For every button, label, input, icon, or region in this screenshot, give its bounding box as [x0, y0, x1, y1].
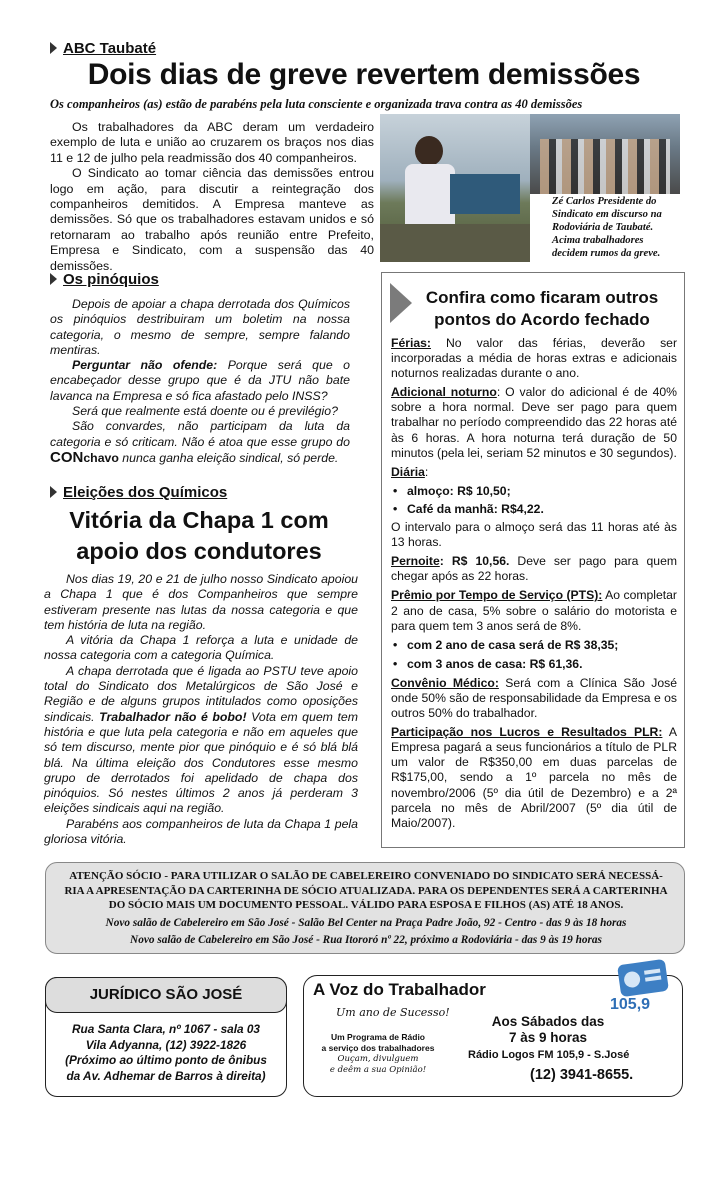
abc-paragraph-2: O Sindicato ao tomar ciência das demissões entrou logo em ação, para discutir a reintegração dos companheiros demitidos. A Empresa manteve as demissões. Só que os trabalhadores estavam unidos e só retornaram ao trabalho após reunião entre Prefeito, Empresa e Sindicato, com a suspensão das 40 demissões. — [50, 166, 374, 273]
plr-item: Participação nos Lucros e Resultados PLR: A Empresa pagará a seus funcionários a título de PLR um valor de R$350,00 em duas parcelas de R$175,00, sendo a 1º parcela no mês de novembro/2006 (5º dia útil de Dezembro) e a 2ª parcela no mês de Abril/2007 (5º dia útil de Maio/2007). — [391, 725, 678, 830]
pinoquios-body — [50, 297, 350, 466]
diaria-item: Diária: — [391, 464, 429, 479]
acordo-body — [391, 336, 677, 831]
radio-icon — [617, 959, 669, 997]
speech-photo — [380, 114, 530, 262]
quimicos-kicker: Eleições dos Químicos — [50, 484, 227, 502]
quimicos-paragraph-2: A vitória da Chapa 1 reforça a luta e unidade de nossa categoria com a categoria Química. — [44, 633, 358, 663]
salao-info: Novo salão de Cabelereiro em São José - Salão Bel Center na Praça Padre João, 92 - Centro - das 9 às 18 horas Novo salão de Cabelereiro em São José - Rua Itororó nº 22, próximo a Rodoviária - das 9 às 19 horas — [105, 917, 627, 946]
radio-slogan: Um ano de Sucesso! — [336, 1006, 450, 1019]
quimicos-paragraph-4: Parabéns aos companheiros de luta da Chapa 1 pela gloriosa vitória. — [44, 816, 358, 847]
abc-paragraph-1: Os trabalhadores da ABC deram um verdadeiro exemplo de luta e união ao cruzarem os braços nos dias 11 e 12 de julho pela readmissão dos 40 companheiros. — [50, 120, 374, 165]
noturno-item: Adicional noturno: O valor do adicional é de 40% sobre a hora normal. Deve ser pago para quem trabalhar no período compreendido das 22 horas até às 6 horas. A hora noturna terá duração de 50 minutos (pela lei, seriam 52 minutos e 30 segundos). — [391, 385, 677, 460]
abc-kicker: ABC Taubaté — [50, 40, 156, 58]
juridico-box — [45, 977, 287, 1097]
abc-headline: Dois dias de greve revertem demissões — [87, 58, 641, 91]
radio-schedule: Aos Sábados das 7 às 9 horas — [491, 1014, 605, 1045]
acordo-box — [381, 272, 685, 848]
quimicos-headline: Vitória da Chapa 1 com apoio dos condutores — [69, 507, 329, 564]
quimicos-paragraph-3: A chapa derrotada que é ligada ao PSTU teve apoio total do Sindicato dos Metalúrgicos de São José e Região e de alguns grupos intitulados como oposições sindicais. Trabalhador não é bobo! Vota em quem tem história e que luta pela categoria e não em aqueles que só tem discurso, mente pior que pinóquio e é só blá blá blá. Na última eleição dos Condutores esse mesmo grupo de derrotados foi apelidado de chapa dos pinóquios. Só nestes últimos 2 anos já perderam 3 eleições sindicais aqui na região. — [44, 663, 358, 816]
ferias-item: Férias: No valor das férias, deverão ser incorporadas a média de horas extras e adicionais noturnos realizadas durante o ano. — [391, 336, 677, 381]
almoco-item: • almoço: R$ 10,50; — [391, 484, 677, 499]
atencao-box — [45, 862, 685, 954]
quimicos-body — [44, 572, 358, 847]
radio-phone: (12) 3941-8655. — [530, 1067, 634, 1083]
pinoquios-paragraph-4: São convardes, não participam da luta da categoria e só criticam. Não é atoa que esse grupo do CONchavo nunca ganha eleição sindical, só perde. — [50, 419, 350, 466]
triangle-bullet-icon — [50, 42, 57, 54]
pinoquios-paragraph-1: Depois de apoiar a chapa derrotada dos Químicos os pinóquios destribuiram um boletim na nossa categoria, o mesmo de sempre, sempre falando mentiras. — [50, 297, 350, 357]
acordo-title: Confira como ficaram outros pontos do Acordo fechado — [425, 288, 659, 329]
juridico-title: JURÍDICO SÃO JOSÉ — [45, 977, 287, 1013]
atencao-notice: ATENÇÃO SÓCIO - PARA UTILIZAR O SALÃO DE CABELEREIRO CONVENIADO DO SINDICATO SERÁ NECESSÁ- RIA A APRESENTAÇÃO DA CARTERINHA DE SÓCIO ATUALIZADA. PARA OS DEPENDENTES SERÁ A CARTERINHA DO SÓCIO MAIS UM DOCUMENTO PESSOAL. VÁLIDO PARA ESPOSA E FILHOS (AS) ATÉ 18 ANOS. — [64, 870, 668, 911]
pts-bullet-1: • com 2 ano de casa será de R$ 38,35; — [391, 638, 677, 653]
pinoquios-paragraph-3: Será que realmente está doente ou é previlégio? — [72, 404, 338, 419]
abc-subhead: Os companheiros (as) estão de parabéns pela luta consciente e organizada trava contra as 40 demissões — [50, 97, 583, 111]
pts-item: Prêmio por Tempo de Serviço (PTS): Ao completar 2 ano de casa, 5% sobre o salário do motorista e para quem tem 3 anos será de 8%. — [391, 588, 677, 633]
quimicos-paragraph-1: Nos dias 19, 20 e 21 de julho nosso Sindicato apoiou a Chapa 1 que é dos Companheiros que sempre estiveram presente nas lutas da nossa categoria e que tem história de luta na região. — [44, 572, 358, 632]
pts-bullet-2: • com 3 anos de casa: R$ 61,36. — [391, 657, 677, 672]
radio-frequency: 105,9 — [610, 996, 651, 1013]
intervalo-item: O intervalo para o almoço será das 11 horas até às 13 horas. — [391, 520, 677, 550]
abc-body — [50, 120, 374, 274]
radio-box — [303, 975, 683, 1097]
pinoquios-kicker: Os pinóquios — [50, 271, 159, 289]
photo-caption: Zé Carlos Presidente do Sindicato em discurso na Rodoviária de Taubaté. Acima trabalhadores decidem rumos da greve. — [552, 196, 662, 259]
radio-title: A Voz do Trabalhador — [313, 980, 486, 999]
radio-station: Rádio Logos FM 105,9 - S.José — [468, 1049, 630, 1061]
pinoquios-paragraph-2: Perguntar não ofende: Porque será que o encabeçador desse grupo que é da JTU não bate lavanca na Empresa e só fica afastado pelo INSS? — [50, 358, 350, 403]
cafe-item: • Café da manhã: R$4,22. — [391, 502, 677, 517]
radio-program: Um Programa de Rádio a serviço dos trabalhadores Ouçam, divulguem e deêm a sua Opinião! — [321, 1032, 435, 1075]
pernoite-item: Pernoite: R$ 10,56. Deve ser pago para quem chegar após as 22 horas. — [391, 554, 677, 584]
triangle-bullet-icon — [50, 486, 57, 498]
triangle-bullet-icon — [50, 273, 57, 285]
crowd-photo — [530, 114, 680, 194]
juridico-address: Rua Santa Clara, nº 1067 - sala 03 Vila Adyanna, (12) 3922-1826 (Próximo ao último ponto de ônibus da Av. Adhemar de Barros à direita) — [65, 1022, 267, 1083]
convenio-item: Convênio Médico: Será com a Clínica São José onde 50% são de responsabilidade da Empresa e os outros 50% do trabalhador. — [391, 675, 678, 721]
